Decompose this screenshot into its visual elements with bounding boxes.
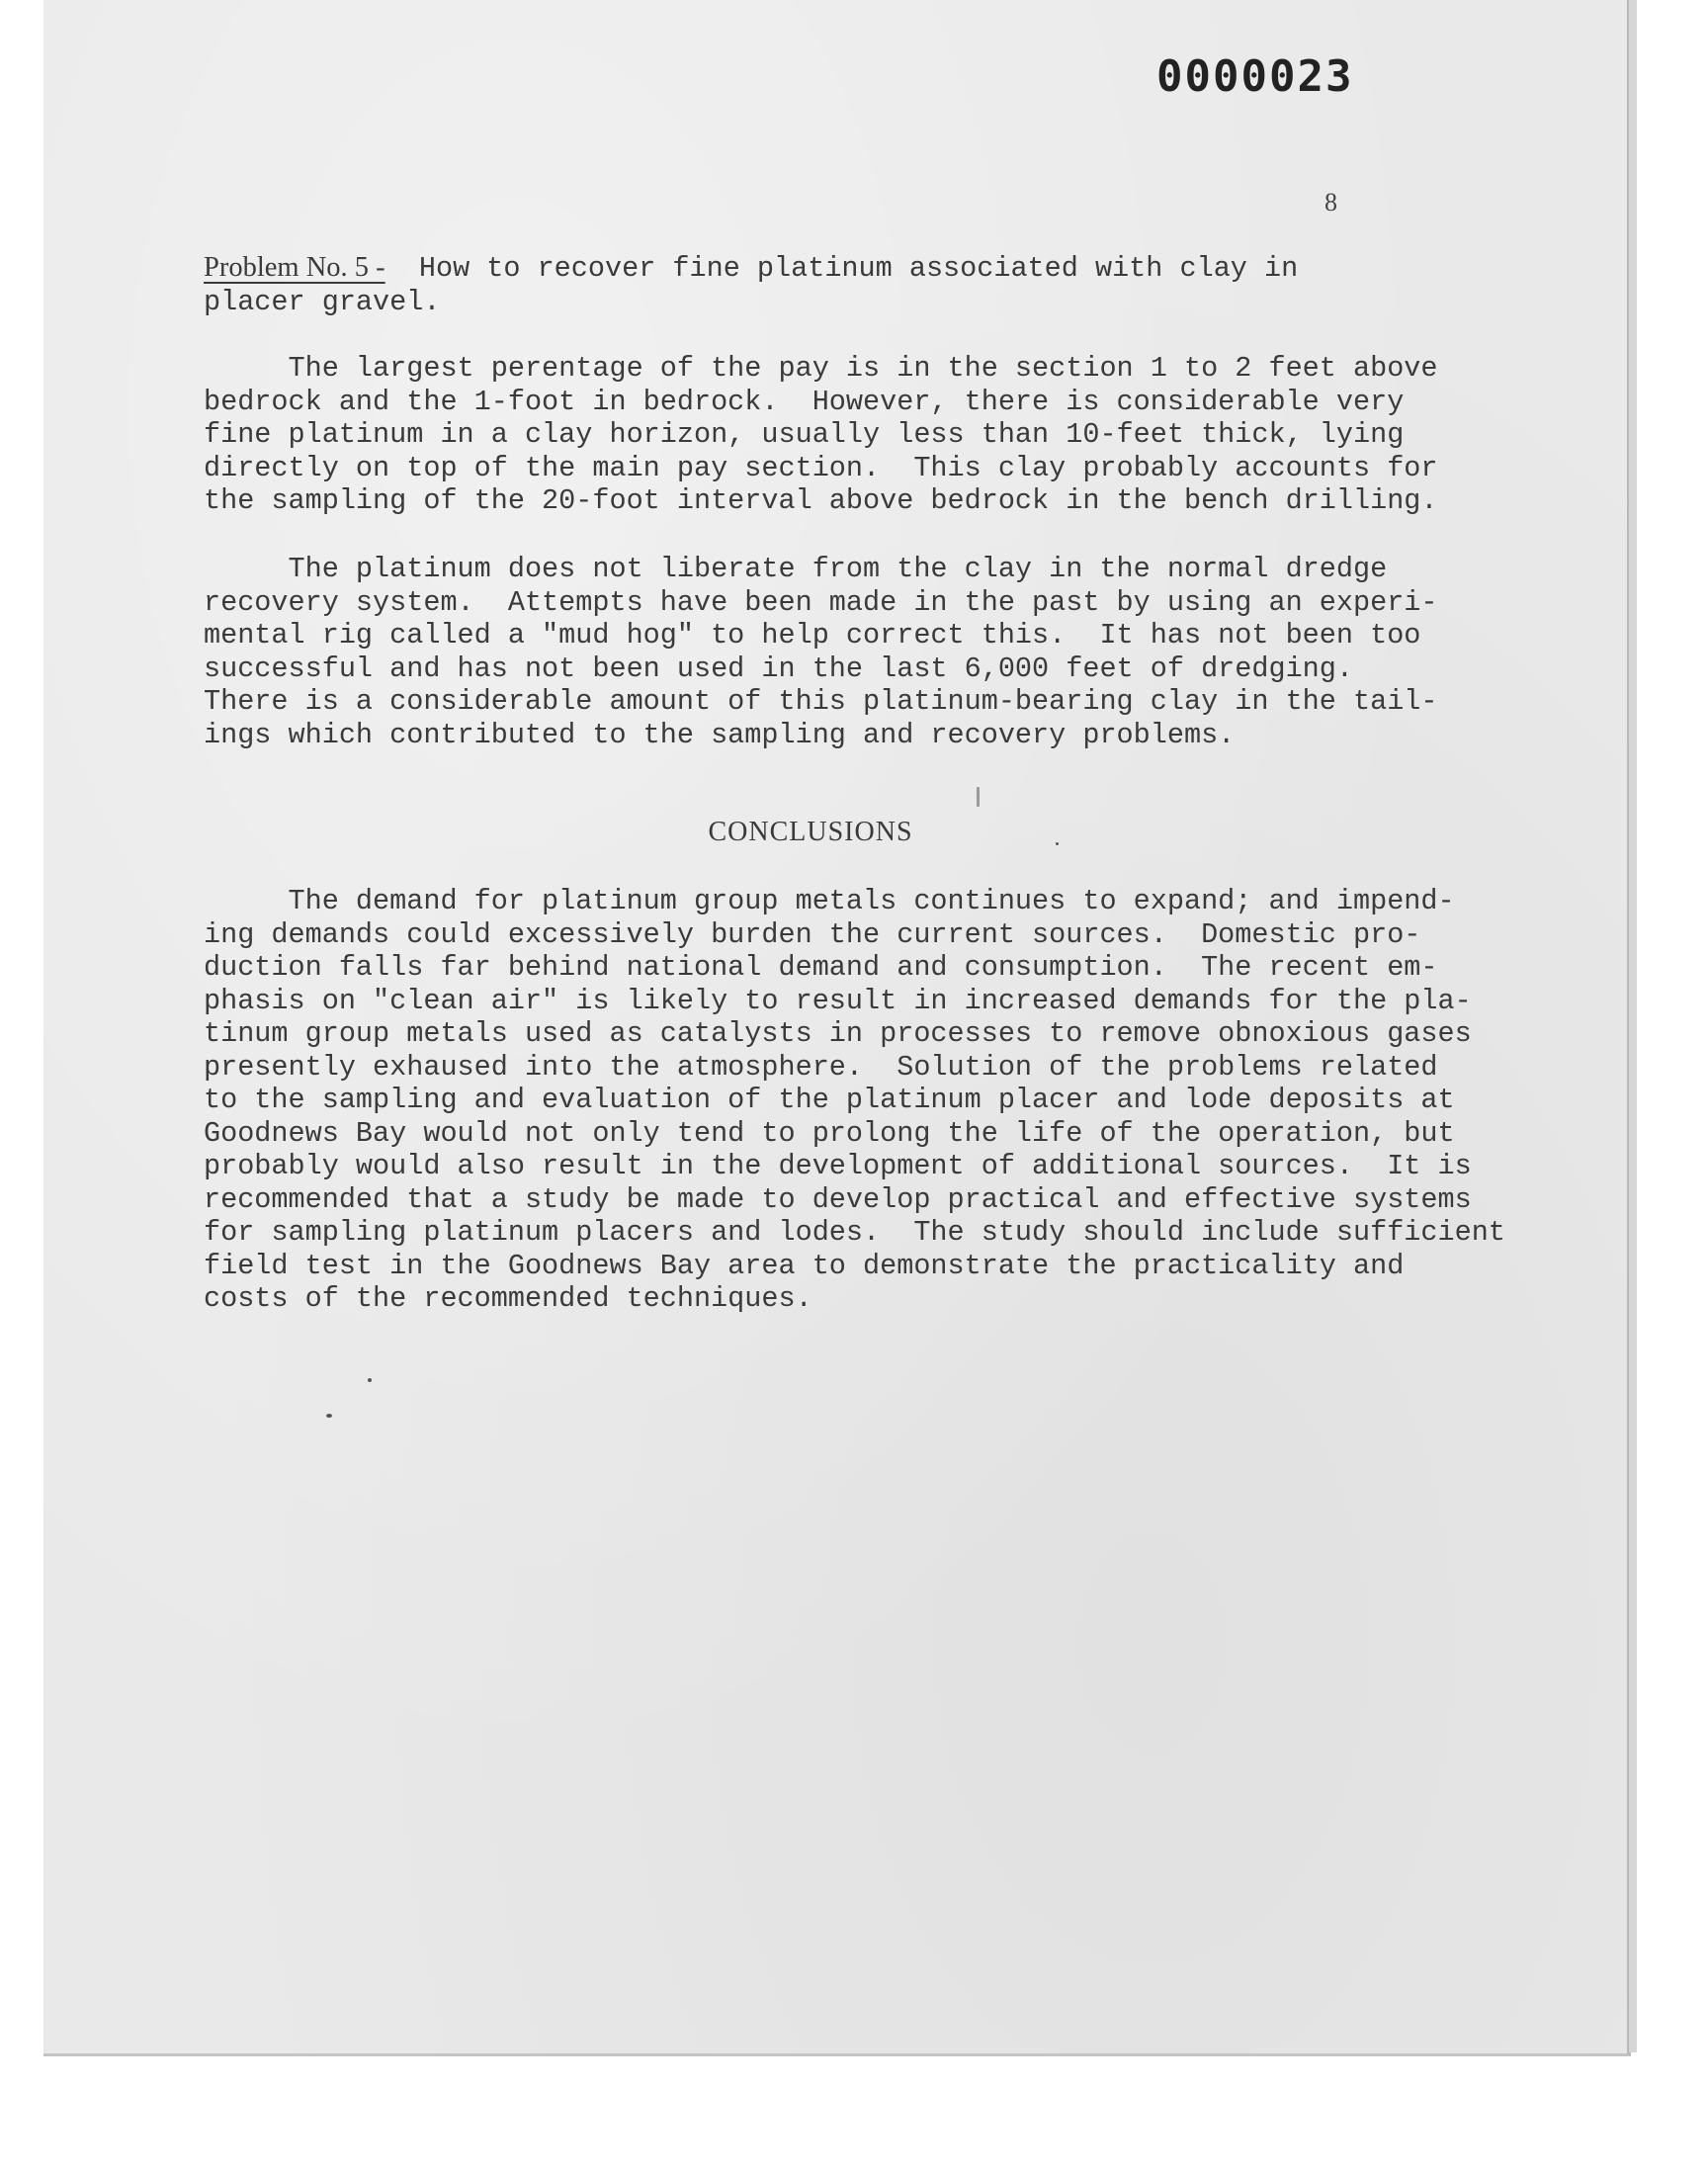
problem-title-line2: placer gravel. [204,285,441,318]
document-stamp-number: 0000023 [1156,51,1354,102]
scan-speck [368,1378,372,1382]
scan-speck [1056,842,1059,845]
section-heading-text: CONCLUSIONS [708,817,913,847]
scan-speck [977,787,980,807]
paragraph-clay-recovery: The platinum does not liberate from the clay in the normal dredge recovery system. Attempts have been made in the past by using an experi- mental rig called a "mud hog" to help correct this. It has not been too successful and has not been used in the last 6,000 feet of dredging. There is a considerable amount of this platinum-bearing clay in the tail- ings which contributed to the sampling and recovery problems. [204,553,1438,751]
paragraph-pay-section: The largest perentage of the pay is in the section 1 to 2 feet above bedrock and the 1-foot in bedrock. However, there is considerable very fine platinum in a clay horizon, usually less than 10-feet thick, lying directly on top of the main pay section. This clay probably accounts for the sampling of the 20-foot interval above bedrock in the bench drilling. [204,352,1438,517]
problem-statement [204,251,1498,318]
page-number: 8 [1324,188,1337,217]
paragraph-conclusions: The demand for platinum group metals continues to expand; and impend- ing demands could excessively burden the current sources. Domestic pro- duction falls far behind national demand and consumption. The recent em- phasis on "clean air" is likely to result in increased demands for the pla- tinum group metals used as catalysts in processes to remove obnoxious gases presently exhaused into the atmosphere. Solution of the problems related to the sampling and evaluation of the platinum placer and lode deposits at Goodnews Bay would not only tend to prolong the life of the operation, but probably would also result in the development of additional sources. It is recommended that a study be made to develop practical and effective systems for sampling platinum placers and lodes. The study should include sufficient field test in the Goodnews Bay area to demonstrate the practicality and costs of the recommended techniques. [204,885,1505,1315]
problem-label: Problem No. 5 - [204,252,385,283]
section-heading [0,817,1629,848]
scan-speck [326,1414,332,1418]
problem-title-line1: How to recover fine platinum associated with clay in [384,252,1299,285]
page-edge [1629,0,1637,2052]
